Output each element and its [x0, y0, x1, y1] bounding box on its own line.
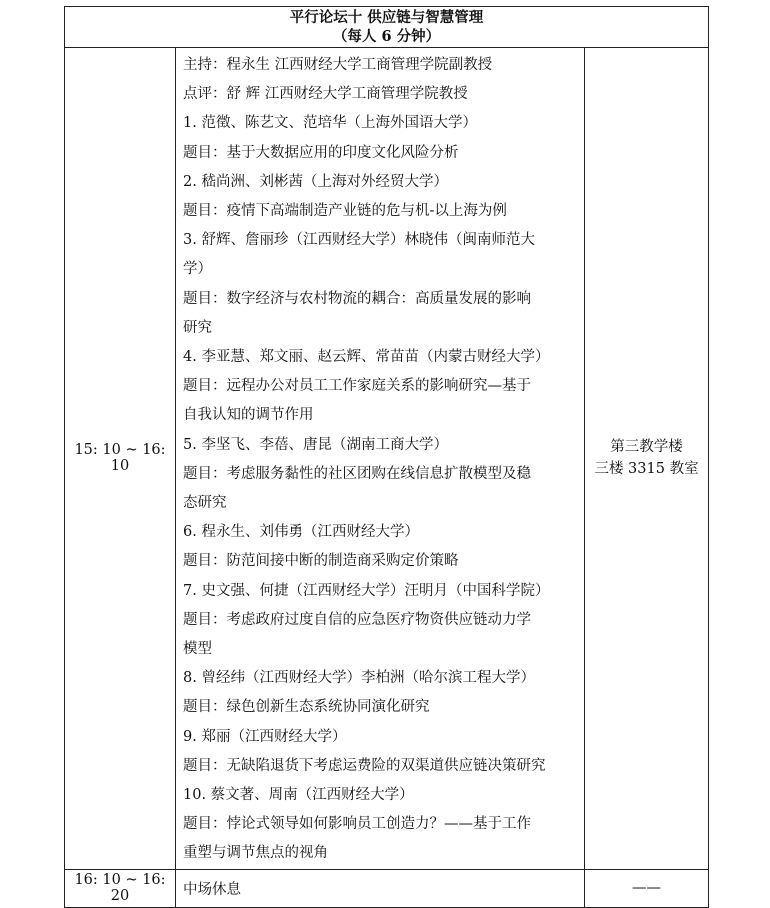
- session-content: [176, 48, 585, 870]
- session-line: 题目：基于大数据应用的印度文化风险分析: [183, 144, 459, 161]
- session-line: 题目：疫情下高端制造产业链的危与机-以上海为例: [183, 203, 507, 220]
- session-line: 8. 曾经纬（江西财经大学）李柏洲（哈尔滨工程大学）: [183, 670, 535, 687]
- session-row: [65, 48, 709, 870]
- session-line: 态研究: [183, 495, 227, 512]
- break-time: 16: 10 ~ 16: 20: [65, 869, 176, 907]
- forum-schedule-table: [64, 6, 709, 908]
- session-line: 题目：悖论式领导如何影响员工创造力？——基于工作: [183, 816, 531, 833]
- session-line: 10. 蔡文著、周南（江西财经大学）: [183, 787, 414, 804]
- forum-title-cell: [65, 7, 709, 48]
- session-line: 研究: [183, 319, 212, 336]
- session-line: 题目：考虑政府过度自信的应急医疗物资供应链动力学: [183, 611, 531, 628]
- session-line: 3. 舒辉、詹丽珍（江西财经大学）林晓伟（闽南师范大: [183, 232, 535, 249]
- session-line: 1. 范徵、陈艺文、范培华（上海外国语大学）: [183, 115, 477, 132]
- venue-building: 第三教学楼: [610, 439, 683, 456]
- session-line: 7. 史文强、何捷（江西财经大学）汪明月（中国科学院）: [183, 582, 550, 599]
- forum-subtitle: （每人 6 分钟）: [332, 28, 441, 45]
- session-line: 模型: [183, 641, 212, 658]
- session-line: 自我认知的调节作用: [183, 407, 314, 424]
- title-row: [65, 7, 709, 48]
- venue-room: 三楼 3315 教室: [594, 461, 699, 478]
- session-line: 学）: [183, 261, 212, 278]
- session-line: 题目：数字经济与农村物流的耦合：高质量发展的影响: [183, 290, 531, 307]
- break-venue: ——: [585, 869, 709, 907]
- forum-title: 平行论坛十 供应链与智慧管理: [289, 9, 484, 26]
- session-line: 题目：无缺陷退货下考虑运费险的双渠道供应链决策研究: [183, 757, 546, 774]
- session-line: 6. 程永生、刘伟勇（江西财经大学）: [183, 524, 419, 541]
- session-line: 题目：防范间接中断的制造商采购定价策略: [183, 553, 459, 570]
- session-line: 2. 嵇尚洲、刘彬茜（上海对外经贸大学）: [183, 173, 448, 190]
- session-venue: [585, 48, 709, 870]
- session-line: 题目：远程办公对员工工作家庭关系的影响研究—基于: [183, 378, 531, 395]
- session-line: 点评：舒 辉 江西财经大学工商管理学院教授: [183, 86, 468, 103]
- session-line: 主持：程永生 江西财经大学工商管理学院副教授: [183, 57, 493, 73]
- session-line: 5. 李坚飞、李蓓、唐昆（湖南工商大学）: [183, 436, 448, 453]
- session-line: 题目：绿色创新生态系统协同演化研究: [183, 699, 430, 716]
- session-time: 15: 10 ~ 16: 10: [65, 48, 176, 870]
- session-line: 4. 李亚慧、郑文丽、赵云辉、常苗苗（内蒙古财经大学）: [183, 349, 550, 366]
- break-row: [65, 869, 709, 907]
- break-label: 中场休息: [176, 869, 585, 907]
- session-line: 重塑与调节焦点的视角: [183, 845, 328, 862]
- session-line: 9. 郑丽（江西财经大学）: [183, 728, 347, 745]
- session-line: 题目：考虑服务黏性的社区团购在线信息扩散模型及稳: [183, 465, 531, 482]
